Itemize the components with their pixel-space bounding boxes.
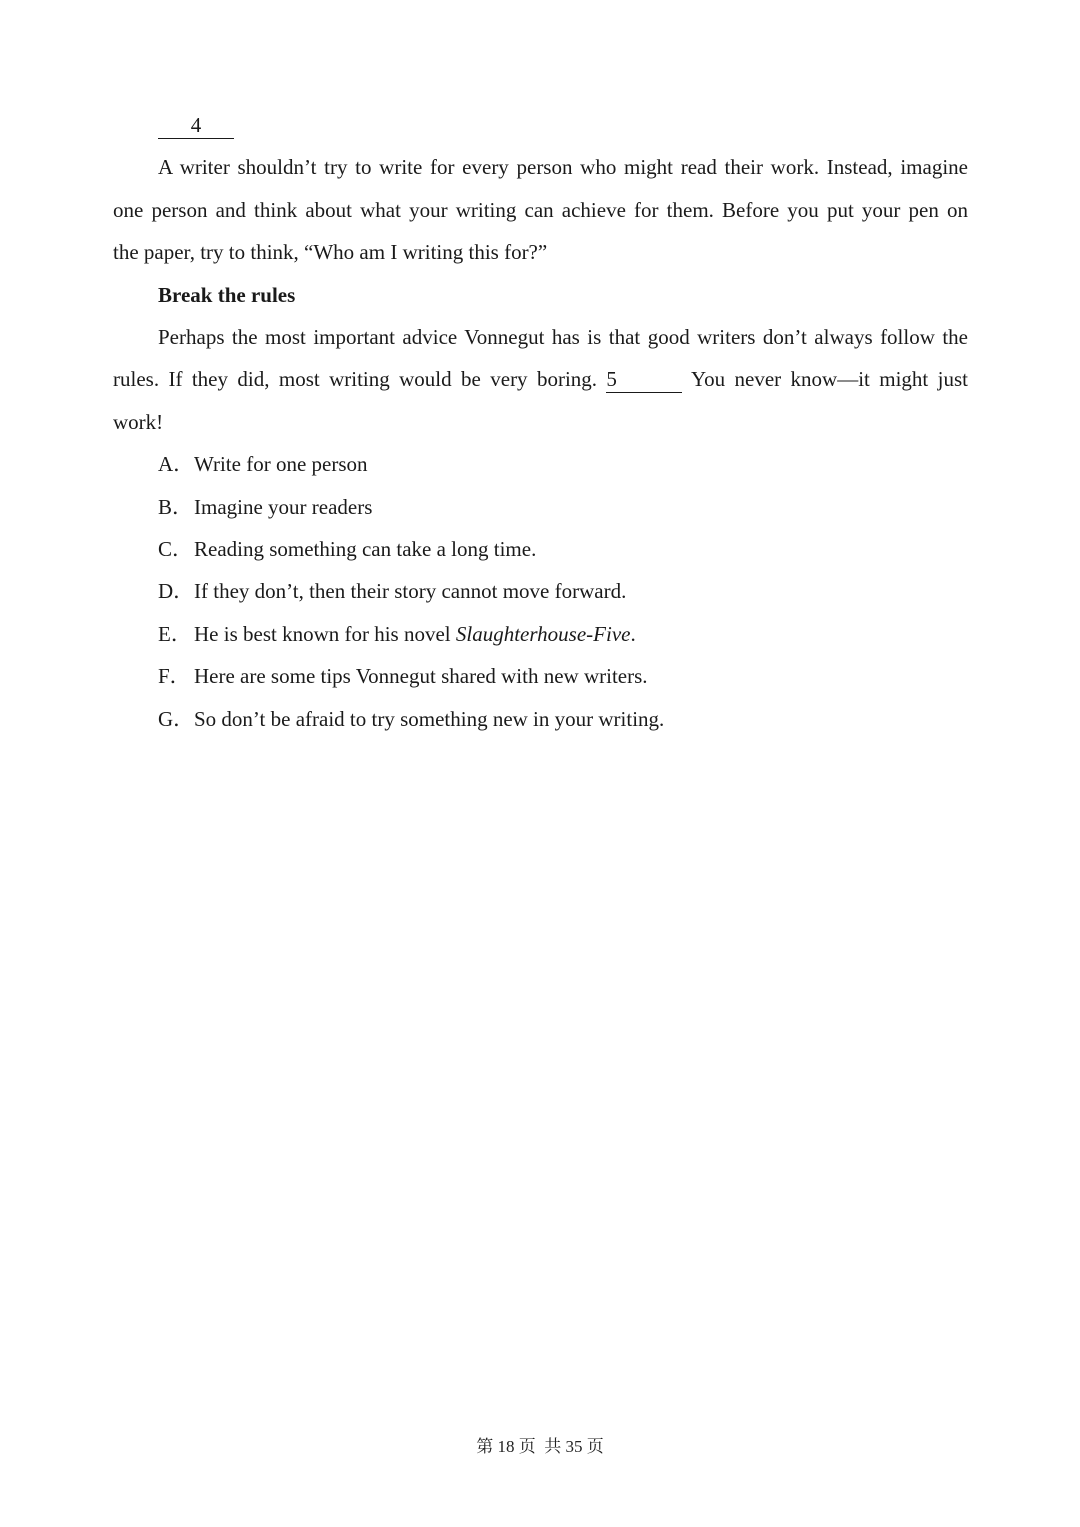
option-text: So don’t be afraid to try something new in your writing.	[194, 706, 665, 731]
blank-4: 4	[158, 112, 234, 139]
novel-title: Slaughterhouse-Five	[455, 621, 631, 646]
option-letter: C．	[158, 537, 194, 562]
option-text: Reading something can take a long time.	[194, 537, 537, 562]
paragraph-1-line-3: the paper, try to think, “Who am I writing this for?”	[113, 240, 548, 265]
page-content	[113, 104, 968, 740]
option-text: Here are some tips Vonnegut shared with new writers.	[194, 664, 648, 689]
blank-5: 5	[606, 366, 682, 393]
option-b	[113, 486, 968, 528]
section-heading: Break the rules	[158, 282, 296, 307]
option-letter: F．	[158, 664, 191, 689]
option-text: If they don’t, then their story cannot move forward.	[194, 579, 627, 604]
paragraph-2-line-2-after: You never know—it might just	[691, 367, 968, 392]
option-text: He is best known for his novel	[194, 621, 456, 646]
option-e	[113, 613, 968, 655]
option-letter: E．	[158, 621, 192, 646]
option-g	[113, 698, 968, 740]
option-text-end: .	[630, 621, 636, 646]
option-d	[113, 570, 968, 612]
page-footer: 第 18 页 共 35 页	[476, 1437, 604, 1456]
option-letter: A．	[158, 452, 195, 477]
blank-4-line	[113, 104, 968, 146]
option-a	[113, 443, 968, 485]
paragraph-2-line-2-before: rules. If they did, most writing would be very boring.	[113, 367, 598, 392]
paragraph-2-line-3: work!	[113, 409, 164, 434]
paragraph-2-line-2	[113, 358, 968, 400]
paragraph-1-line-2: one person and think about what your writing can achieve for them. Before you put your pen on	[113, 197, 968, 222]
paragraph-2-line-1: Perhaps the most important advice Vonnegut has is that good writers don’t always follow the	[158, 325, 968, 350]
paragraph-1-line-1: A writer shouldn’t try to write for every person who might read their work. Instead, imagine	[158, 155, 968, 180]
option-letter: D．	[158, 579, 195, 604]
option-text: Imagine your readers	[194, 494, 373, 519]
option-letter: G．	[158, 706, 195, 731]
option-c	[113, 528, 968, 570]
option-f	[113, 655, 968, 697]
option-letter: B．	[158, 494, 194, 519]
option-text: Write for one person	[194, 452, 368, 477]
